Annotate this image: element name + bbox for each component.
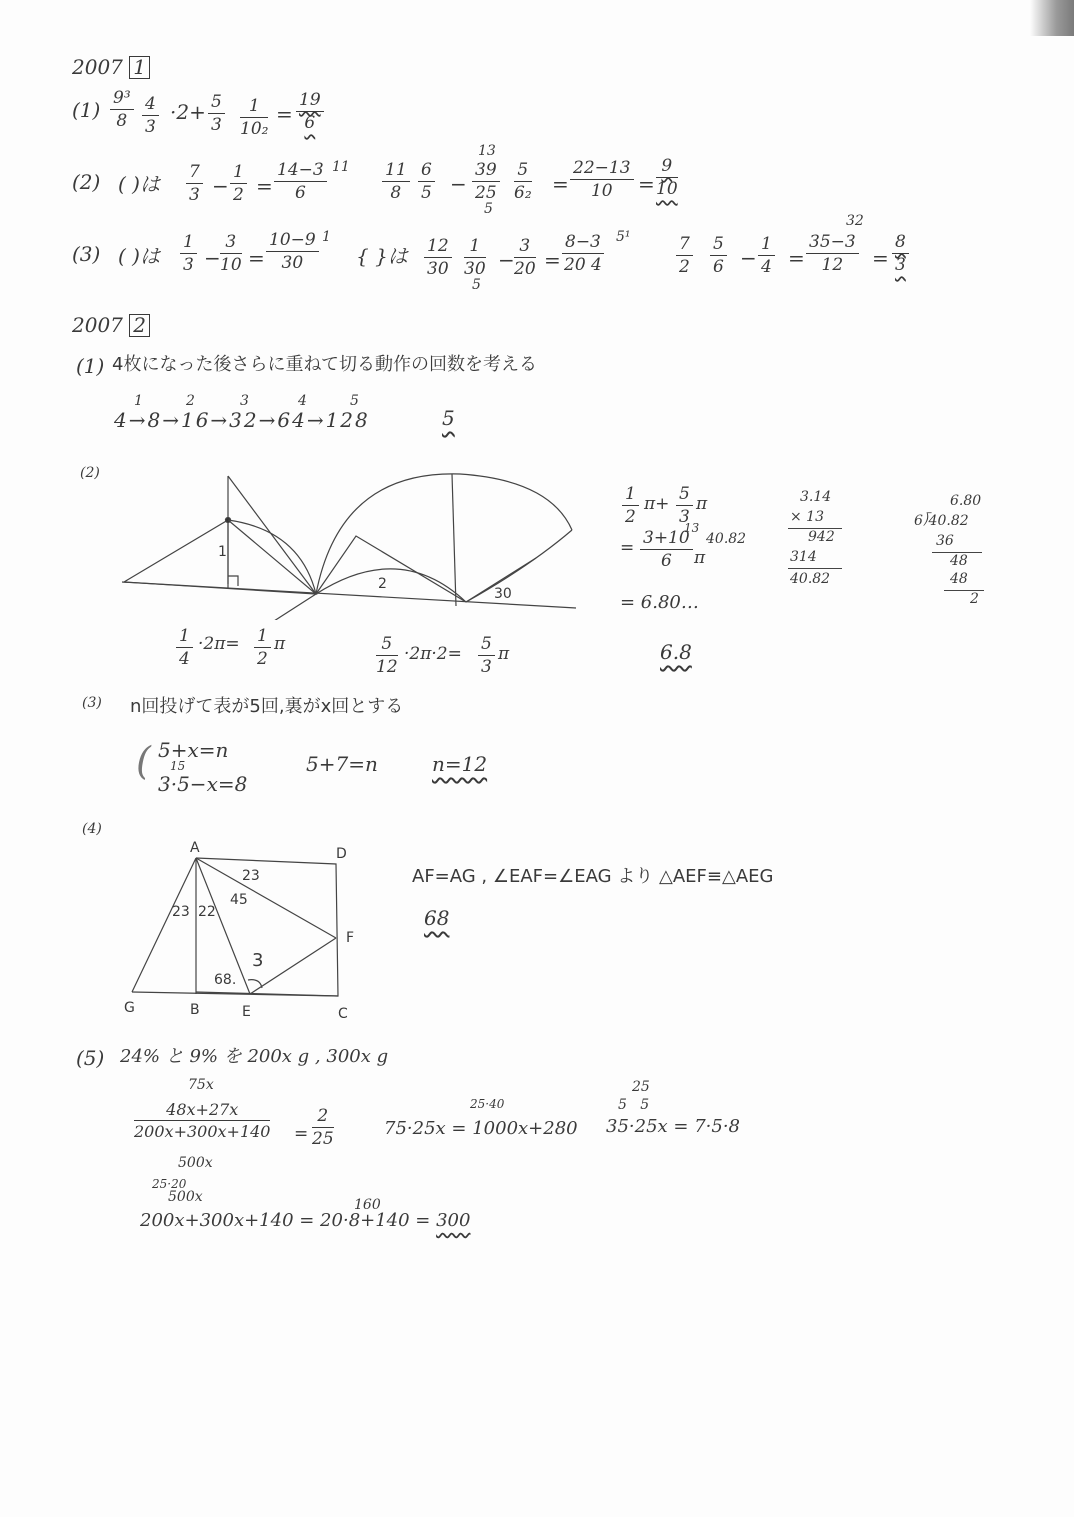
- q2-rolling-triangle-figure: [110, 470, 590, 620]
- q2-sum2-eq: =: [620, 538, 635, 558]
- q4-label-A: A: [190, 840, 200, 856]
- q2-fig-label-one: 1: [218, 544, 227, 560]
- q2-div-6: 2: [970, 591, 979, 607]
- q4-label: (4): [82, 821, 102, 837]
- q5-eq: =: [294, 1124, 309, 1144]
- p3-frac-a: $\frac{1}{3}$: [180, 232, 197, 275]
- q2-extension-line: [260, 594, 316, 620]
- q2-sum2-sup: 13: [684, 521, 700, 535]
- q4-angle-68: 68.: [214, 972, 237, 988]
- q2-calc2-pi: π: [498, 644, 510, 664]
- q3-eq1: 5+x=n: [158, 738, 229, 762]
- section-1-heading: [72, 56, 150, 79]
- q2-label: (2): [80, 465, 100, 481]
- q4-label-G: G: [124, 1000, 135, 1016]
- section-2-heading: [72, 314, 150, 337]
- q4-line-AG: [132, 858, 196, 992]
- q5-answer: 300: [436, 1210, 471, 1231]
- p3-label: (3): [72, 242, 101, 266]
- q4-label-D: D: [336, 846, 347, 862]
- q2-calc1-pi: π: [274, 634, 286, 654]
- p2-answer: $\frac{9}{10}$: [656, 156, 678, 199]
- p3-eq-3: =: [788, 246, 805, 270]
- q2-div-5: 48: [950, 571, 968, 587]
- q5-final-expr: 200x+300x+140 = 20·8+140 =: [140, 1210, 437, 1231]
- q2-sum-pi: π: [696, 494, 708, 514]
- q2-sum-frac-a: $\frac{1}{2}$: [622, 484, 639, 527]
- q2-sum2-frac: $\frac{3+10}{6}$: [640, 528, 693, 571]
- q2-mult-rule-2: [788, 568, 842, 569]
- q2-mult-4: 314: [790, 549, 817, 565]
- q5-eq3-top2: 5 5: [618, 1097, 650, 1113]
- p2-e5: $\frac{22-13}{10}$: [570, 158, 634, 201]
- q5-fin-top3: 160: [354, 1197, 381, 1213]
- p1-frac-c: $\frac{5}{3}$: [208, 92, 225, 135]
- q2-sum-frac-b: $\frac{5}{3}$: [676, 484, 693, 527]
- q4-angle-23-right: 23: [242, 868, 260, 884]
- p3-minus-3: −: [740, 246, 757, 270]
- q2-mult-2: × 13: [790, 509, 824, 525]
- q4-line-AF: [196, 858, 336, 938]
- q2-mult-5: 40.82: [790, 571, 831, 587]
- q2-sum-mid: π+: [644, 494, 670, 514]
- p2-minus: −: [212, 174, 229, 198]
- section-1-year: 2007: [72, 55, 123, 79]
- q2-mult-3: 942: [808, 529, 835, 545]
- q2-arc-2: [316, 474, 572, 594]
- p3-brace: { }は: [356, 244, 408, 268]
- q4-angle-23-left: 23: [172, 904, 190, 920]
- p1-frac-d: $\frac{1}{\text{10₂}}$: [240, 96, 269, 139]
- q1-step-5: 5: [350, 393, 359, 409]
- p3-c-sup: 1: [322, 229, 331, 245]
- p3-eq-2: =: [544, 248, 561, 272]
- q2-calc1-frac-b: $\frac{1}{2}$: [254, 626, 271, 669]
- section-2-number: 2: [129, 314, 150, 337]
- q1-step-4: 4: [298, 393, 307, 409]
- p3-bot5: 5: [472, 277, 481, 293]
- q5-fin-top1: 25·20: [152, 1177, 187, 1191]
- p3-frac-e: $\frac{3}{20}$: [514, 236, 536, 279]
- q5-label: (5): [76, 1046, 105, 1070]
- p2-e4: $\frac{5}{\text{6₂}}$: [514, 160, 532, 203]
- q3-label: (3): [82, 695, 102, 711]
- p3-g3: $\frac{1}{4}$: [758, 234, 775, 277]
- q2-vertical-guide: [452, 474, 456, 606]
- p2-frac-a: $\frac{7}{3}$: [186, 162, 203, 205]
- q2-div-4: 48: [950, 553, 968, 569]
- q5-eq2-top: 25·40: [470, 1097, 505, 1111]
- p3-frac-d: $\frac{12}{30}$: [424, 236, 452, 279]
- q5-eq2: 75·25x = 1000x+280: [384, 1118, 578, 1139]
- p2-e2: $\frac{6}{5}$: [418, 160, 435, 203]
- q2-sum2-pi: π: [694, 548, 706, 568]
- q1-step-3: 3: [240, 393, 249, 409]
- q1-step-1: 1: [134, 393, 143, 409]
- q5-fin-top2: 500x: [168, 1189, 203, 1205]
- q2-fig-label-two: 2: [378, 576, 387, 592]
- q2-div-3: 36: [936, 533, 954, 549]
- q4-label-F: F: [346, 930, 355, 946]
- q4-label-E: E: [242, 1004, 251, 1020]
- q4-angle-45: 45: [230, 892, 248, 908]
- p2-eq-2: =: [552, 172, 569, 196]
- q5-main-frac: $\frac{48x+27x}{200x+300x+140}$: [134, 1100, 271, 1141]
- p2-top13: 13: [478, 143, 496, 159]
- p2-c-sup: 11: [332, 159, 350, 175]
- q5-below: 500x: [178, 1155, 213, 1171]
- q1-answer: 5: [442, 406, 455, 430]
- p3-g2: $\frac{5}{6}$: [710, 234, 727, 277]
- q3-eq3: 5+7=n: [306, 752, 378, 776]
- p2-e1: $\frac{11}{8}$: [382, 160, 410, 203]
- p2-paren: ( )は: [118, 172, 160, 196]
- q4-reason: AF=AG , ∠EAF=∠EAG より △AEF≡△AEG: [412, 866, 774, 887]
- section-2-year: 2007: [72, 313, 123, 337]
- q4-angle-mark: 3: [252, 950, 264, 971]
- q3-eq2-top: 15: [170, 759, 186, 773]
- p3-eq-4: =: [872, 246, 889, 270]
- q2-fig-angle-label: 30: [494, 586, 512, 602]
- q1-step-2: 2: [186, 393, 195, 409]
- p3-frac-c: $\frac{10-9}{30}$: [266, 230, 319, 273]
- q3-text: n回投げて表が5回,裏がx回とする: [130, 696, 404, 717]
- p3-g1: $\frac{7}{2}$: [676, 234, 693, 277]
- q2-arc-4: [466, 530, 572, 602]
- q1-chain: 4→8→16→32→64→128: [114, 408, 370, 432]
- p3-frac-f: $\frac{8-3}{20 4}$: [562, 232, 604, 275]
- p1-label: (1): [72, 98, 101, 122]
- q3-eq2: 3·5−x=8: [158, 772, 248, 796]
- p3-frac-b: $\frac{3}{10}$: [220, 232, 242, 275]
- q5-text: 24% と 9% を 200x g , 300x g: [120, 1046, 389, 1067]
- q5-eq3: 35·25x = 7·5·8: [606, 1116, 741, 1137]
- p1-mid: ·2+: [170, 100, 206, 124]
- q5-top75: 75x: [188, 1077, 214, 1093]
- p3-minus: −: [204, 246, 221, 270]
- p3-g4: $\frac{35-3}{12}$: [806, 232, 859, 275]
- q1-label: (1): [76, 354, 105, 378]
- q2-div-2: 6⟌40.82: [914, 513, 969, 529]
- q1-text: 4枚になった後さらに重ねて切る動作の回数を考える: [112, 354, 537, 375]
- p2-eq-3: =: [638, 172, 655, 196]
- q2-triangle-2-edge-b: [228, 476, 316, 594]
- q2-calc2-frac-a: $\frac{5}{12}$: [376, 634, 398, 677]
- p3-f-sup: 5¹: [616, 229, 631, 245]
- scan-edge-shadow: [1030, 0, 1074, 36]
- q5-final: [140, 1212, 470, 1230]
- q2-mult-1: 3.14: [800, 489, 832, 505]
- p2-label: (2): [72, 170, 101, 194]
- q4-label-C: C: [338, 1006, 348, 1022]
- p3-top32: 32: [846, 213, 864, 229]
- p2-frac-b: $\frac{1}{2}$: [230, 162, 247, 205]
- p1-answer: $\frac{19}{6}$: [296, 90, 324, 133]
- q2-div-1: 6.80: [950, 493, 982, 509]
- p2-frac-c: $\frac{14-3}{6}$: [274, 160, 327, 203]
- q3-answer: n=12: [432, 752, 488, 776]
- p2-eq: =: [256, 174, 273, 198]
- q2-calc1-rest: ·2π=: [198, 634, 240, 654]
- q3-brace: (: [136, 739, 151, 783]
- p1-eq: =: [276, 102, 293, 126]
- p3-paren: ( )は: [118, 244, 160, 268]
- q4-angle-arc: [248, 980, 262, 988]
- p2-e3: $\frac{39}{25}$: [472, 160, 500, 203]
- q2-right-angle-mark: [228, 576, 238, 586]
- p2-minus-2: −: [450, 172, 467, 196]
- section-1-number: 1: [129, 56, 150, 79]
- q2-calc1-frac-a: $\frac{1}{4}$: [176, 626, 193, 669]
- p3-eq: =: [248, 246, 265, 270]
- q2-calc2-rest: ·2π·2=: [404, 644, 462, 664]
- q5-eq3-top1: 25: [632, 1079, 650, 1095]
- q2-sum3: = 6.80…: [620, 592, 699, 613]
- q4-square-figure: [120, 838, 370, 1028]
- q2-calc2-frac-b: $\frac{5}{3}$: [478, 634, 495, 677]
- q4-angle-22: 22: [198, 904, 216, 920]
- q2-answer: 6.8: [660, 640, 692, 664]
- p3-answer: $\frac{8}{3}$: [892, 232, 909, 275]
- q4-answer: 68: [424, 906, 450, 930]
- p1-frac-a: $\frac{\text{9³}}{8}$: [110, 88, 134, 131]
- q2-sum2-side: 40.82: [706, 531, 747, 547]
- p3-minus-2: −: [498, 248, 515, 272]
- q5-rhs: $\frac{2}{25}$: [312, 1106, 334, 1149]
- q4-label-B: B: [190, 1002, 200, 1018]
- p2-bot5: 5: [484, 201, 493, 217]
- p3-frac-d2: $\frac{1}{30}$: [464, 236, 486, 279]
- p1-frac-b: $\frac{4}{3}$: [142, 94, 159, 137]
